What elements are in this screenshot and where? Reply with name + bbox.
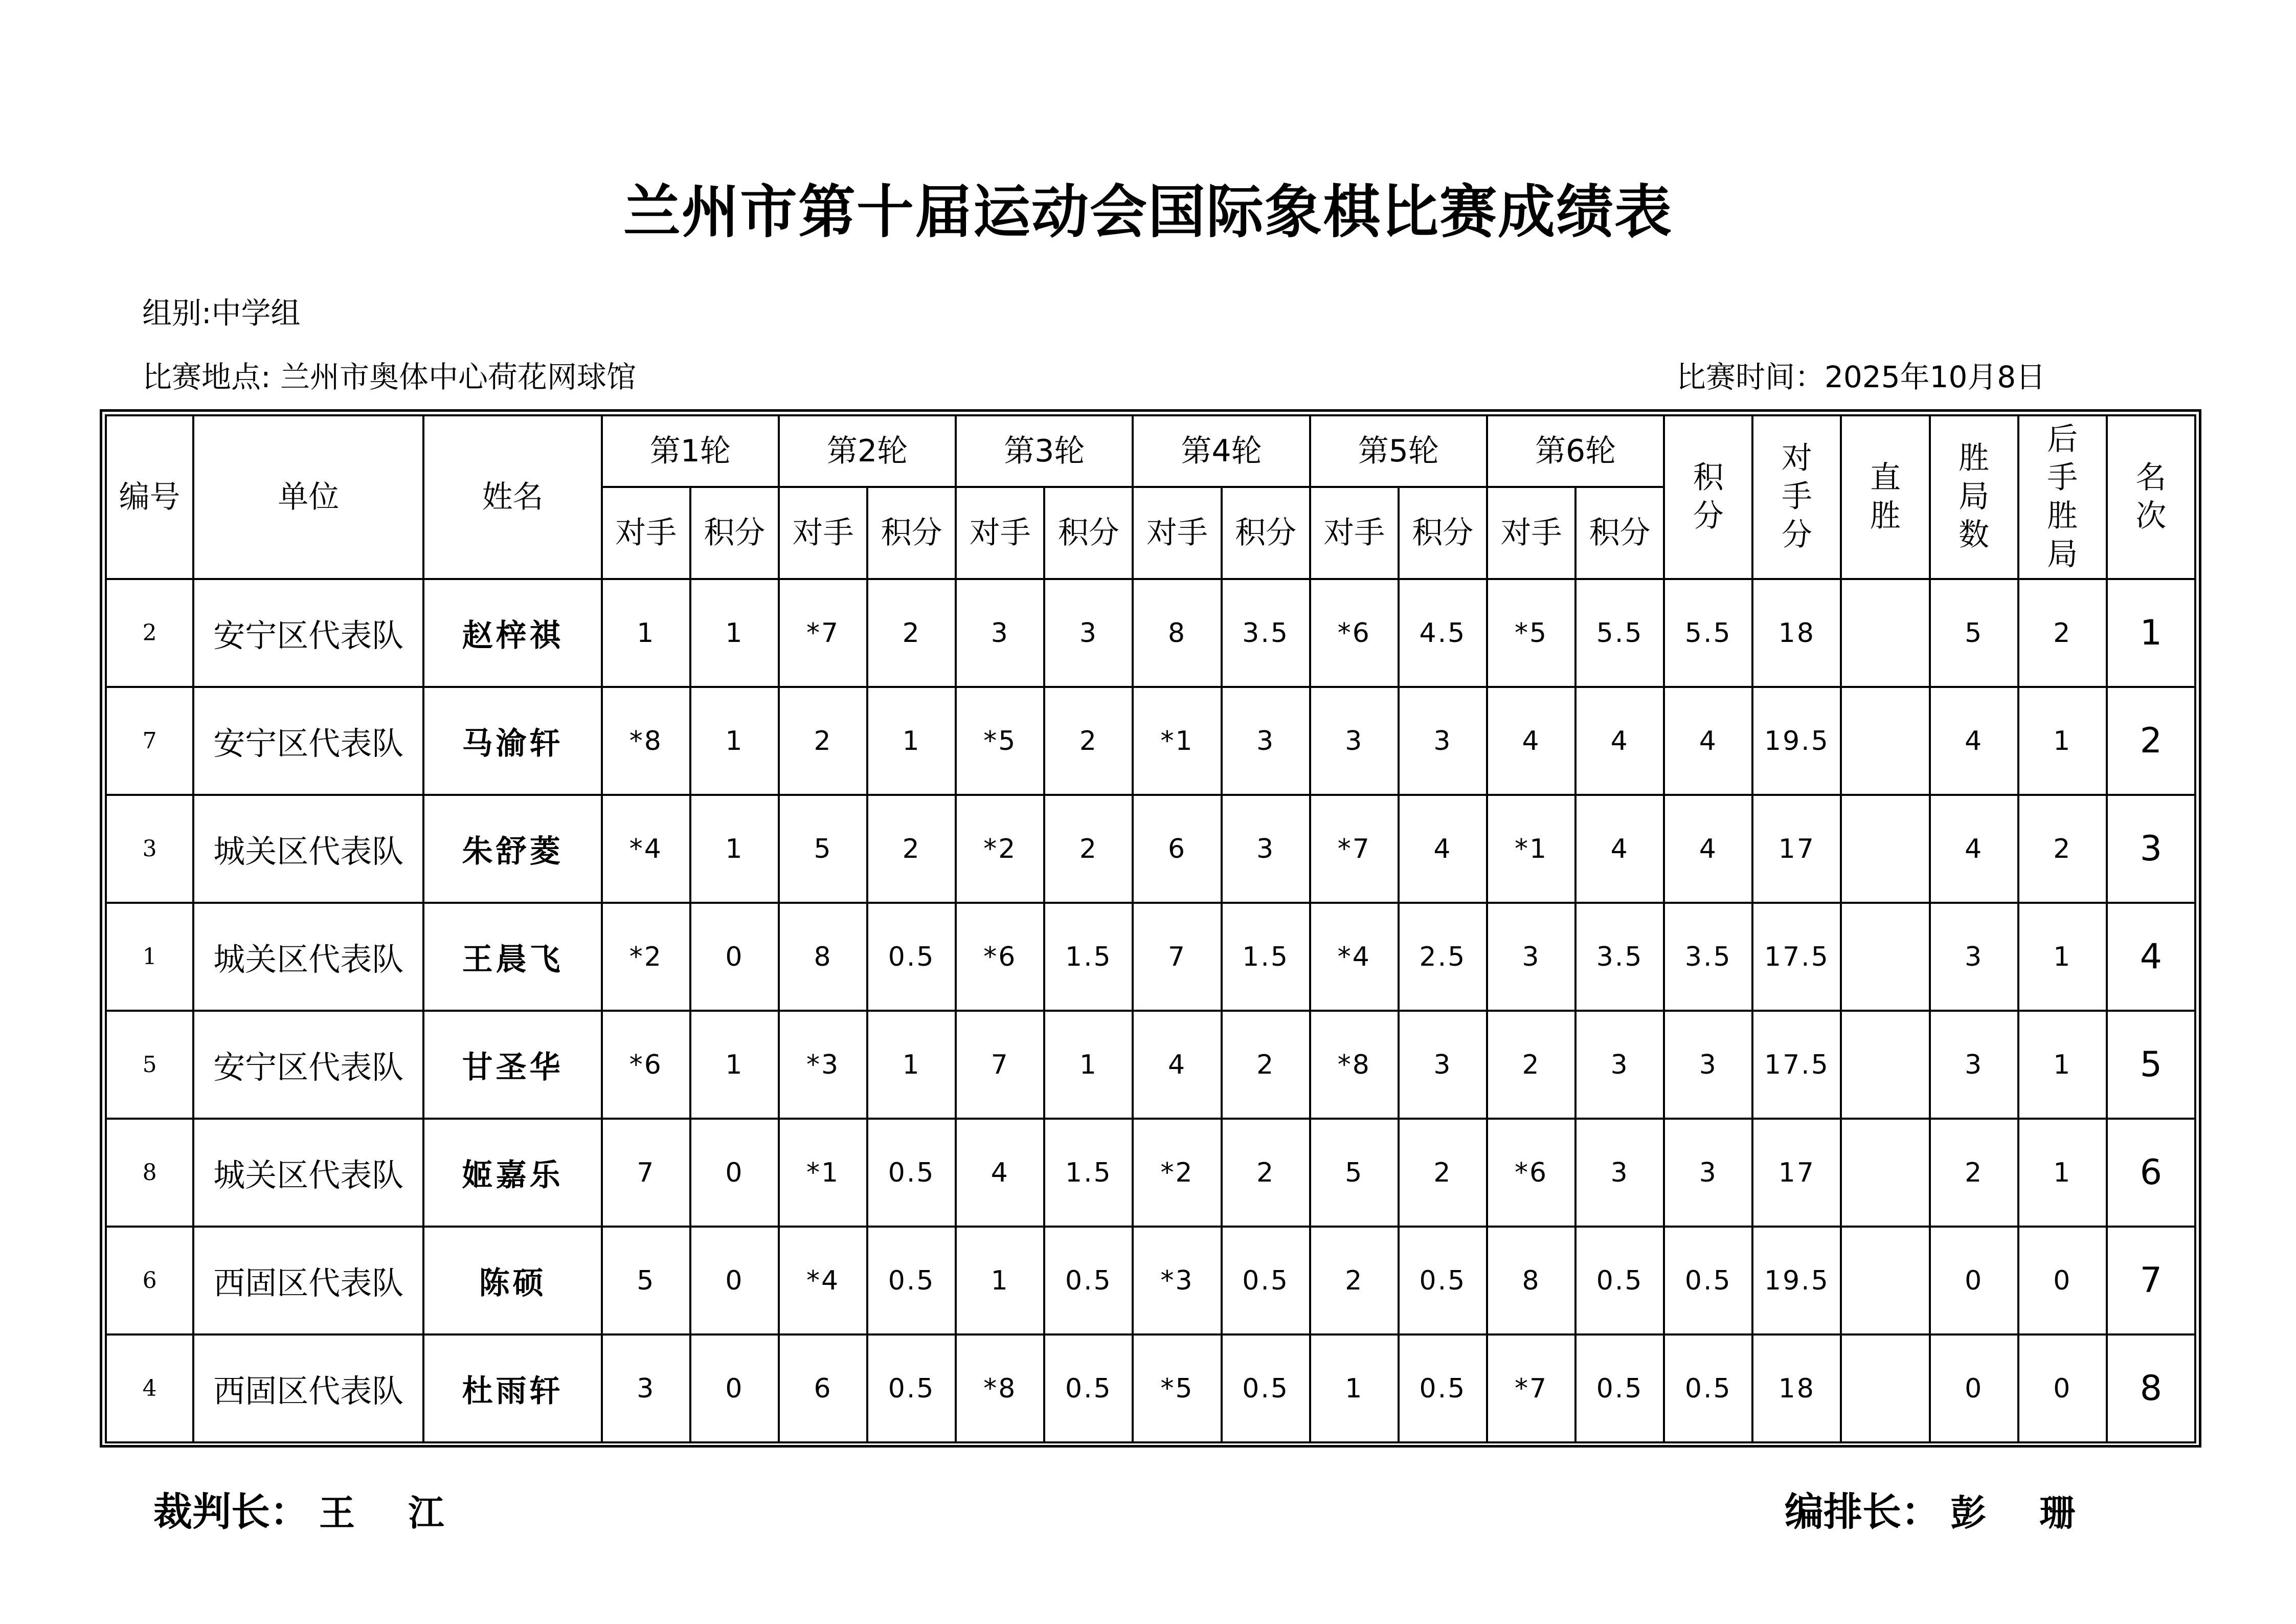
cell-opponent: 5 <box>779 795 867 903</box>
cell-rank: 4 <box>2107 903 2195 1011</box>
page-title: 兰州市第十届运动会国际象棋比赛成绩表 <box>623 179 1673 246</box>
scheduler <box>1785 1481 2096 1537</box>
header-opponent-score: 对 手 分 <box>1752 415 1841 579</box>
cell-opponent: 4 <box>1133 1011 1221 1119</box>
cell-opponent: *6 <box>1487 1119 1575 1227</box>
cell-opponent: *6 <box>1310 579 1399 687</box>
cell-rank: 6 <box>2107 1119 2195 1227</box>
cell-opponent: 4 <box>1487 687 1575 795</box>
cell-opponent: *5 <box>1487 579 1575 687</box>
cell-opponent: 6 <box>779 1334 867 1442</box>
cell-opponent: *2 <box>1133 1119 1221 1227</box>
cell-score: 3 <box>1575 1119 1664 1227</box>
cell-direct-win <box>1841 1011 1929 1119</box>
header-score: 积分 <box>867 487 956 579</box>
cell-score: 2 <box>1399 1119 1487 1227</box>
cell-opponent: 3 <box>602 1334 690 1442</box>
cell-score: 0.5 <box>1399 1334 1487 1442</box>
cell-opponent: 3 <box>1487 903 1575 1011</box>
cell-opponent: *8 <box>956 1334 1044 1442</box>
cell-score: 3 <box>1222 795 1310 903</box>
cell-score: 0.5 <box>1044 1334 1133 1442</box>
cell-score: 0.5 <box>1044 1227 1133 1334</box>
header-score: 积分 <box>1399 487 1487 579</box>
cell-black-wins: 0 <box>2018 1334 2107 1442</box>
cell-opponent: 2 <box>779 687 867 795</box>
cell-opponent: *4 <box>1310 903 1399 1011</box>
header-score: 积分 <box>690 487 779 579</box>
cell-id: 7 <box>106 687 193 795</box>
header-name: 姓名 <box>423 415 601 579</box>
group-label: 组别:中学组 <box>142 296 301 330</box>
header-opponent: 对手 <box>602 487 690 579</box>
cell-opponent: 1 <box>1310 1334 1399 1442</box>
cell-score: 3 <box>1575 1011 1664 1119</box>
cell-name: 赵梓祺 <box>423 579 601 687</box>
cell-total: 0.5 <box>1664 1334 1752 1442</box>
cell-unit: 城关区代表队 <box>193 903 423 1011</box>
cell-opponent: *8 <box>1310 1011 1399 1119</box>
cell-opponent: 7 <box>956 1011 1044 1119</box>
cell-name: 陈硕 <box>423 1227 601 1334</box>
cell-opponent: *4 <box>602 795 690 903</box>
cell-score: 2 <box>867 579 956 687</box>
cell-direct-win <box>1841 903 1929 1011</box>
cell-score: 3 <box>1399 687 1487 795</box>
cell-unit: 城关区代表队 <box>193 1119 423 1227</box>
cell-score: 0 <box>690 1227 779 1334</box>
cell-black-wins: 2 <box>2018 795 2107 903</box>
header-black-wins: 后 手 胜 局 <box>2018 415 2107 579</box>
cell-score: 4 <box>1575 795 1664 903</box>
header-score: 积分 <box>1575 487 1664 579</box>
cell-score: 0.5 <box>1575 1334 1664 1442</box>
cell-score: 2 <box>1222 1119 1310 1227</box>
cell-opponent: 5 <box>1310 1119 1399 1227</box>
chief-referee-label: 裁判长： <box>153 1489 309 1534</box>
cell-score: 0 <box>690 1119 779 1227</box>
cell-black-wins: 1 <box>2018 687 2107 795</box>
cell-opponent: 8 <box>779 903 867 1011</box>
cell-score: 4 <box>1575 687 1664 795</box>
cell-opponent-score: 18 <box>1752 579 1841 687</box>
header-round: 第4轮 <box>1133 415 1310 487</box>
cell-score: 1.5 <box>1222 903 1310 1011</box>
cell-direct-win <box>1841 1227 1929 1334</box>
header-direct-win: 直 胜 <box>1841 415 1929 579</box>
cell-score: 0 <box>690 1334 779 1442</box>
cell-direct-win <box>1841 795 1929 903</box>
chief-referee <box>153 1481 464 1537</box>
table-row <box>106 795 2195 903</box>
cell-wins: 4 <box>1930 687 2018 795</box>
cell-score: 0.5 <box>1222 1334 1310 1442</box>
cell-opponent-score: 17.5 <box>1752 1011 1841 1119</box>
header-opponent: 对手 <box>1133 487 1221 579</box>
cell-total: 4 <box>1664 687 1752 795</box>
cell-unit: 安宁区代表队 <box>193 579 423 687</box>
header-opponent: 对手 <box>779 487 867 579</box>
cell-opponent: *7 <box>1310 795 1399 903</box>
cell-score: 1 <box>1044 1011 1133 1119</box>
cell-opponent-score: 17 <box>1752 795 1841 903</box>
cell-score: 4.5 <box>1399 579 1487 687</box>
cell-opponent: 3 <box>1310 687 1399 795</box>
cell-score: 3.5 <box>1222 579 1310 687</box>
cell-id: 5 <box>106 1011 193 1119</box>
cell-score: 1.5 <box>1044 903 1133 1011</box>
cell-total: 5.5 <box>1664 579 1752 687</box>
cell-unit: 西固区代表队 <box>193 1334 423 1442</box>
cell-opponent-score: 17 <box>1752 1119 1841 1227</box>
cell-score: 0.5 <box>1575 1227 1664 1334</box>
table-row <box>106 1119 2195 1227</box>
cell-score: 3 <box>1044 579 1133 687</box>
cell-score: 1 <box>690 579 779 687</box>
header-rank: 名 次 <box>2107 415 2195 579</box>
header-round: 第2轮 <box>779 415 956 487</box>
cell-score: 0.5 <box>1399 1227 1487 1334</box>
cell-score: 3 <box>1399 1011 1487 1119</box>
cell-opponent: *3 <box>1133 1227 1221 1334</box>
cell-score: 4 <box>1399 795 1487 903</box>
header-round: 第1轮 <box>602 415 779 487</box>
cell-name: 马渝轩 <box>423 687 601 795</box>
cell-id: 2 <box>106 579 193 687</box>
cell-opponent: 7 <box>602 1119 690 1227</box>
cell-score: 0.5 <box>867 1119 956 1227</box>
header-score: 积分 <box>1222 487 1310 579</box>
date-label: 比赛时间：2025年10月8日 <box>1676 360 2046 394</box>
cell-opponent: *1 <box>779 1119 867 1227</box>
table-row <box>106 579 2195 687</box>
cell-score: 1 <box>690 795 779 903</box>
cell-opponent: 1 <box>602 579 690 687</box>
cell-opponent: *8 <box>602 687 690 795</box>
cell-opponent: 6 <box>1133 795 1221 903</box>
cell-opponent: 2 <box>1487 1011 1575 1119</box>
cell-score: 2 <box>1222 1011 1310 1119</box>
header-opponent: 对手 <box>956 487 1044 579</box>
cell-wins: 3 <box>1930 1011 2018 1119</box>
cell-wins: 3 <box>1930 903 2018 1011</box>
cell-id: 3 <box>106 795 193 903</box>
cell-opponent: *5 <box>956 687 1044 795</box>
cell-opponent: *4 <box>779 1227 867 1334</box>
cell-opponent: 4 <box>956 1119 1044 1227</box>
cell-name: 甘圣华 <box>423 1011 601 1119</box>
cell-opponent: *2 <box>602 903 690 1011</box>
cell-id: 1 <box>106 903 193 1011</box>
cell-score: 0.5 <box>867 903 956 1011</box>
cell-score: 0 <box>690 903 779 1011</box>
cell-opponent: 3 <box>956 579 1044 687</box>
cell-score: 3 <box>1222 687 1310 795</box>
cell-unit: 西固区代表队 <box>193 1227 423 1334</box>
cell-total: 0.5 <box>1664 1227 1752 1334</box>
cell-opponent: *7 <box>779 579 867 687</box>
cell-score: 1 <box>867 687 956 795</box>
header-total: 积 分 <box>1664 415 1752 579</box>
header-wins: 胜 局 数 <box>1930 415 2018 579</box>
header-opponent: 对手 <box>1310 487 1399 579</box>
cell-opponent: *7 <box>1487 1334 1575 1442</box>
cell-unit: 城关区代表队 <box>193 795 423 903</box>
results-table <box>105 414 2196 1443</box>
cell-rank: 1 <box>2107 579 2195 687</box>
cell-direct-win <box>1841 1119 1929 1227</box>
cell-opponent: *6 <box>956 903 1044 1011</box>
cell-direct-win <box>1841 579 1929 687</box>
cell-opponent-score: 19.5 <box>1752 687 1841 795</box>
chief-referee-name: 王 江 <box>319 1492 465 1534</box>
cell-opponent: 2 <box>1310 1227 1399 1334</box>
cell-opponent: 7 <box>1133 903 1221 1011</box>
scheduler-label: 编排长： <box>1785 1489 1940 1534</box>
cell-id: 4 <box>106 1334 193 1442</box>
cell-opponent: *5 <box>1133 1334 1221 1442</box>
cell-opponent-score: 18 <box>1752 1334 1841 1442</box>
header-id: 编号 <box>106 415 193 579</box>
cell-wins: 5 <box>1930 579 2018 687</box>
cell-score: 1 <box>690 687 779 795</box>
cell-rank: 2 <box>2107 687 2195 795</box>
cell-score: 0.5 <box>867 1334 956 1442</box>
cell-opponent: 8 <box>1133 579 1221 687</box>
results-table-frame <box>100 409 2201 1448</box>
cell-rank: 7 <box>2107 1227 2195 1334</box>
cell-name: 姬嘉乐 <box>423 1119 601 1227</box>
cell-total: 3 <box>1664 1011 1752 1119</box>
table-row <box>106 1227 2195 1334</box>
cell-id: 6 <box>106 1227 193 1334</box>
cell-score: 5.5 <box>1575 579 1664 687</box>
cell-wins: 2 <box>1930 1119 2018 1227</box>
cell-opponent: *1 <box>1487 795 1575 903</box>
cell-opponent: *2 <box>956 795 1044 903</box>
table-row <box>106 903 2195 1011</box>
cell-total: 4 <box>1664 795 1752 903</box>
header-opponent: 对手 <box>1487 487 1575 579</box>
header-round: 第6轮 <box>1487 415 1664 487</box>
cell-score: 0.5 <box>867 1227 956 1334</box>
cell-opponent: 1 <box>956 1227 1044 1334</box>
table-row <box>106 687 2195 795</box>
cell-opponent-score: 19.5 <box>1752 1227 1841 1334</box>
cell-rank: 3 <box>2107 795 2195 903</box>
cell-score: 1 <box>690 1011 779 1119</box>
cell-unit: 安宁区代表队 <box>193 687 423 795</box>
cell-score: 1.5 <box>1044 1119 1133 1227</box>
header-unit: 单位 <box>193 415 423 579</box>
table-row <box>106 1011 2195 1119</box>
cell-score: 0.5 <box>1222 1227 1310 1334</box>
cell-score: 2 <box>1044 687 1133 795</box>
cell-score: 2 <box>867 795 956 903</box>
cell-opponent: 8 <box>1487 1227 1575 1334</box>
cell-opponent: *3 <box>779 1011 867 1119</box>
cell-name: 朱舒菱 <box>423 795 601 903</box>
cell-black-wins: 0 <box>2018 1227 2107 1334</box>
cell-rank: 5 <box>2107 1011 2195 1119</box>
cell-black-wins: 1 <box>2018 1011 2107 1119</box>
header-round: 第3轮 <box>956 415 1133 487</box>
cell-name: 王晨飞 <box>423 903 601 1011</box>
cell-unit: 安宁区代表队 <box>193 1011 423 1119</box>
cell-total: 3.5 <box>1664 903 1752 1011</box>
cell-opponent: *6 <box>602 1011 690 1119</box>
cell-total: 3 <box>1664 1119 1752 1227</box>
cell-direct-win <box>1841 1334 1929 1442</box>
cell-wins: 0 <box>1930 1334 2018 1442</box>
cell-score: 3.5 <box>1575 903 1664 1011</box>
cell-id: 8 <box>106 1119 193 1227</box>
header-round: 第5轮 <box>1310 415 1487 487</box>
cell-rank: 8 <box>2107 1334 2195 1442</box>
header-score: 积分 <box>1044 487 1133 579</box>
cell-score: 2 <box>1044 795 1133 903</box>
venue-label: 比赛地点: 兰州市奥体中心荷花网球馆 <box>142 360 636 394</box>
cell-direct-win <box>1841 687 1929 795</box>
table-row <box>106 1334 2195 1442</box>
cell-wins: 4 <box>1930 795 2018 903</box>
cell-opponent: 5 <box>602 1227 690 1334</box>
cell-score: 1 <box>867 1011 956 1119</box>
cell-wins: 0 <box>1930 1227 2018 1334</box>
cell-score: 2.5 <box>1399 903 1487 1011</box>
scheduler-name: 彭 珊 <box>1950 1492 2096 1534</box>
cell-opponent-score: 17.5 <box>1752 903 1841 1011</box>
cell-black-wins: 2 <box>2018 579 2107 687</box>
cell-black-wins: 1 <box>2018 1119 2107 1227</box>
cell-black-wins: 1 <box>2018 903 2107 1011</box>
cell-opponent: *1 <box>1133 687 1221 795</box>
cell-name: 杜雨轩 <box>423 1334 601 1442</box>
